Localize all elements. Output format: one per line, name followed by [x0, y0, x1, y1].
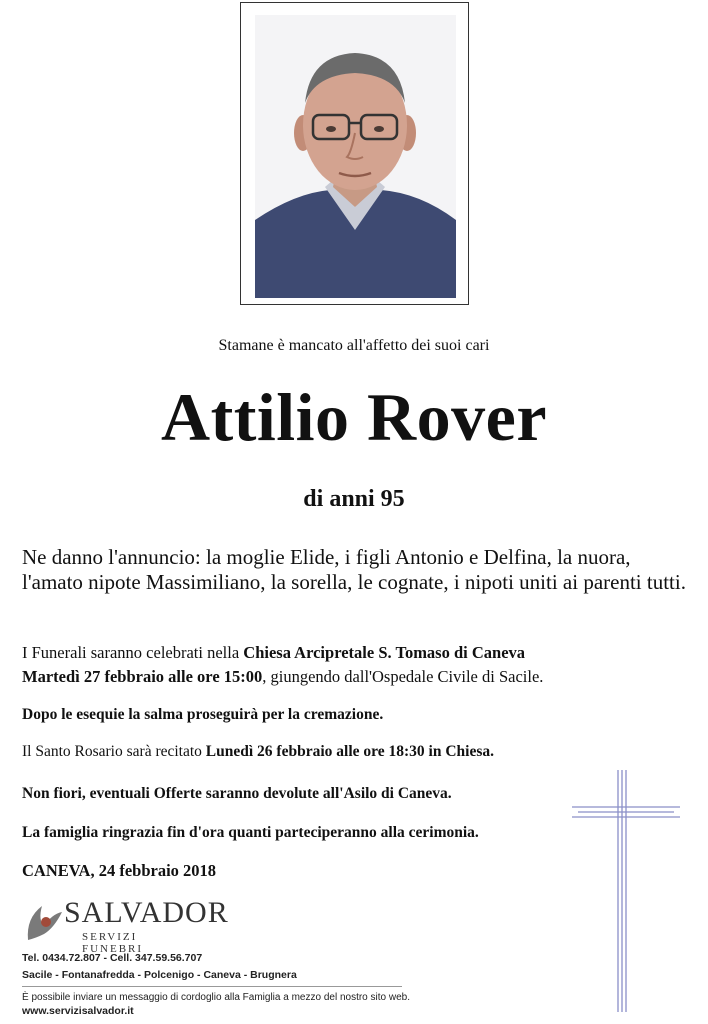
flowers-text: Non fiori, eventuali Offerte saranno devolute all'Asilo di Caneva.: [22, 785, 452, 802]
footer-divider: [22, 986, 402, 987]
cross-icon: [572, 770, 680, 1012]
rosary-info: [22, 743, 686, 761]
announcement-text: Ne danno l'annuncio: la moglie Elide, i figli Antonio e Delfina, la nuora, l'amato nipote Massimiliano, la sorella, le cognate, i nipoti uniti ai parenti tutti.: [22, 545, 686, 594]
funeral-prefix: I Funerali saranno celebrati nella: [22, 643, 244, 662]
thanks-text: La famiglia ringrazia fin d'ora quanti parteciperanno alla cerimonia.: [22, 824, 479, 841]
intro-text: Stamane è mancato all'affetto dei suoi cari: [218, 337, 490, 354]
rosary-prefix: Il Santo Rosario sarà recitato: [22, 743, 206, 760]
deceased-name: Attilio Rover: [160, 379, 548, 455]
condolence-note: È possibile inviare un messaggio di cordoglio alla Famiglia a mezzo del nostro sito web.: [22, 992, 410, 1003]
funeral-church: Chiesa Arcipretale S. Tomaso di Caneva: [243, 643, 526, 662]
funeral-info: [22, 641, 686, 689]
logo-name: SALVADOR: [64, 896, 229, 929]
portrait-photo: [255, 15, 456, 298]
company-logo: [22, 896, 229, 955]
deceased-age: di anni 95: [303, 486, 405, 512]
place-date: CANEVA, 24 febbraio 2018: [22, 861, 217, 880]
website-link[interactable]: www.servizisalvador.it: [22, 1005, 134, 1017]
logo-subtitle: SERVIZI FUNEBRI: [82, 931, 144, 955]
funeral-datetime: Martedì 27 febbraio alle ore 15:00: [22, 667, 263, 686]
contact-numbers: Tel. 0434.72.807 - Cell. 347.59.56.707: [22, 952, 203, 964]
locations: Sacile - Fontanafredda - Polcenigo - Caneva - Brugnera: [22, 969, 297, 981]
rosary-datetime: Lunedì 26 febbraio alle ore 18:30 in Chiesa.: [205, 743, 494, 760]
angel-icon: [22, 900, 66, 944]
funeral-suffix: , giungendo dall'Ospedale Civile di Sacile.: [262, 667, 544, 686]
cremation-text: Dopo le esequie la salma proseguirà per la cremazione.: [22, 706, 384, 723]
portrait-frame: [240, 2, 469, 305]
